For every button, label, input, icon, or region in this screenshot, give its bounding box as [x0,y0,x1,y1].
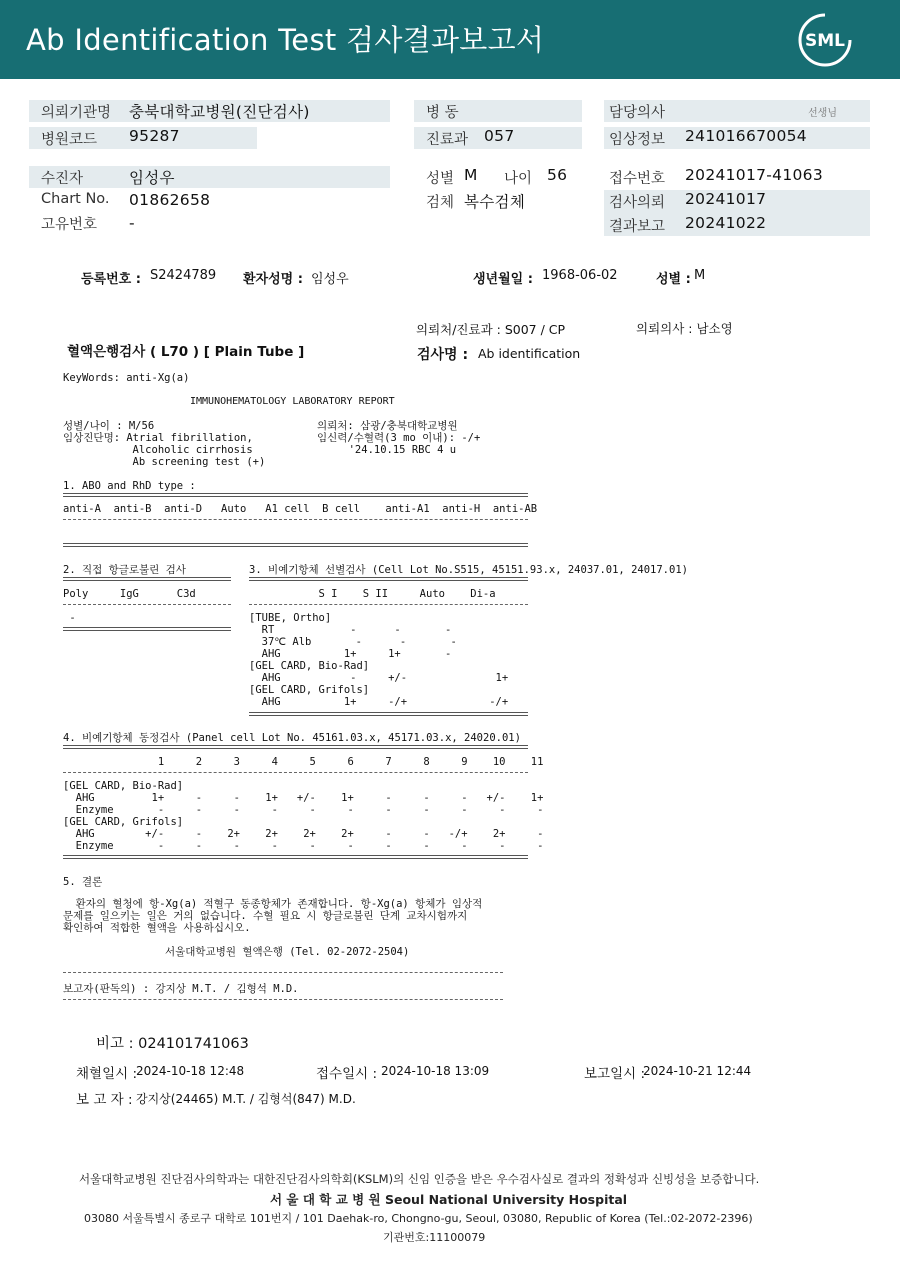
conclusion-title: 5. 결론 [63,876,103,888]
sml-logo-icon [796,12,854,68]
institution-value: 충북대학교병원(진단검사) [129,103,310,121]
dat-rule-bottom [63,627,231,631]
reporter-label: 보 고 자 : [76,1092,133,1108]
test-title: 혈액은행검사 ( L70 ) [ Plain Tube ] [67,344,305,360]
hospital-code-value: 95287 [129,127,180,145]
reporter-rule-top [63,972,503,973]
footer-hospital-name: 서 울 대 학 교 병 원 Seoul National University Hospital [270,1192,628,1207]
panel-rule-top [63,745,528,749]
dob-label: 생년월일 : [473,272,533,287]
unique-no-value: - [129,214,135,232]
sampling-time-label: 채혈일시 : [76,1066,138,1082]
doctor-label: 담당의사 [609,105,666,121]
remarks: 비고 : 024101741063 [96,1036,249,1052]
lab-report-header: IMMUNOHEMATOLOGY LABORATORY REPORT [190,396,395,407]
screening-columns: S I S II Auto Di-a [249,588,496,600]
reg-no-value: S2424789 [150,268,217,283]
report-time-label: 보고일시 : [584,1066,646,1082]
panel-results: [GEL CARD, Bio-Rad] AHG 1+ - - 1+ +/- 1+ - - - +/- 1+ Enzyme - - - - - - - - - - - [GEL CARD, Grifols] AHG +/- - 2+ 2+ 2+ 2+ - - -/+ 2+ - Enzyme - - - - - - - - - - - [63,780,544,852]
patient-name-label: 환자성명 : [243,272,303,287]
age-value: 56 [547,166,568,184]
footer-address: 03080 서울특별시 종로구 대학로 101번지 / 101 Daehak-ro, Chongno-gu, Seoul, 03080, Republic of Korea (Tel.:02-2072-2396) [84,1212,753,1225]
test-name-label: 검사명 : [417,347,469,363]
reporter-line: 보고자(판독의) : 강지상 M.T. / 김형석 M.D. [63,983,299,995]
institution-label: 의뢰기관명 [41,105,112,121]
request-date-label: 검사의뢰 [609,195,666,211]
dat-values: - [63,612,76,624]
dat-columns: Poly IgG C3d [63,588,196,600]
report-date-label: 결과보고 [609,219,666,235]
sampling-time-value: 2024-10-18 12:48 [136,1064,245,1078]
test-name-value: Ab identification [478,346,581,361]
referring-doctor: 의뢰의사 : 남소영 [636,321,733,336]
receipt-no-value: 20241017-41063 [685,166,823,184]
panel-title: 4. 비예기항체 동정검사 (Panel cell Lot No. 45161.03.x, 45171.03.x, 24020.01) [63,732,521,744]
abo-columns: anti-A anti-B anti-D Auto A1 cell B cell anti-A1 anti-H anti-AB [63,503,538,515]
receipt-time-value: 2024-10-18 13:09 [381,1064,490,1078]
footer-certification: 서울대학교병원 진단검사의학과는 대한진단검사의학회(KSLM)의 신임 인증을 받은 우수검사실로 결과의 정확성과 신빙성을 보증합니다. [79,1172,760,1186]
reporter-rule-bottom [63,999,503,1000]
sex-label: 성별 [426,171,455,187]
abo-rule-mid [63,519,528,520]
keywords: KeyWords: anti-Xg(a) [63,372,190,384]
patient-value: 임성우 [129,169,175,187]
conclusion-text: 환자의 혈청에 항-Xg(a) 적혈구 동종항체가 존재합니다. 항-Xg(a) 항체가 임상적 문제를 일으키는 일은 거의 없습니다. 수혈 필요 시 항글로불린 단계 교차시험까지 확인하여 적합한 혈액을 사용하십시오. [63,898,483,934]
abo-rule-bottom [63,543,528,547]
patient-label: 수진자 [41,171,84,187]
dat-rule-mid [63,604,231,605]
patient-name-value: 임성우 [311,272,349,287]
logo-text: SML [805,31,845,51]
footer-institution-no: 기관번호:11100079 [383,1231,486,1244]
abo-title: 1. ABO and RhD type : [63,480,196,492]
report-title: Ab Identification Test 검사결과보고서 [26,23,545,57]
chart-no-label: Chart No. [41,191,110,207]
doctor-suffix: 선생님 [808,108,837,119]
reporter-value: 강지상(24465) M.T. / 김형석(847) M.D. [136,1092,356,1106]
screening-title: 3. 비예기항체 선별검사 (Cell Lot No.S515, 45151.93.x, 24037.01, 24017.01) [249,564,688,576]
unique-no-label: 고유번호 [41,217,98,233]
screening-rule-bottom [249,712,528,716]
panel-rule-mid [63,772,528,773]
header-bar [0,0,900,79]
specimen-label: 검체 [426,195,455,211]
blood-bank-contact: 서울대학교병원 혈액은행 (Tel. 02-2072-2504) [165,946,410,958]
clinical-info-label: 임상정보 [609,132,666,148]
report-time-value: 2024-10-21 12:44 [643,1064,752,1078]
dat-title: 2. 직접 항글로불린 검사 [63,564,186,576]
receipt-no-label: 접수번호 [609,171,666,187]
scan-sex-value: M [694,268,706,283]
abo-rule-top [63,493,528,497]
demographics-left: 성별/나이 : M/56 임상진단명: Atrial fibrillation, Alcoholic cirrhosis Ab screening test (+) [63,420,266,468]
clinical-info-value: 241016670054 [685,127,807,145]
screening-rule-mid [249,604,528,605]
department-label: 진료과 [426,132,469,148]
panel-columns: 1 2 3 4 5 6 7 8 9 10 11 [63,756,544,768]
panel-rule-bottom [63,855,528,859]
receipt-time-label: 접수일시 : [316,1066,378,1082]
scan-sex-label: 성별 : [656,272,691,287]
hospital-code-label: 병원코드 [41,132,98,148]
demographics-right: 의뢰처: 삼광/충북대학교병원 임신력/수혈력(3 mo 이내): -/+ '24.10.15 RBC 4 u [317,420,481,456]
report-date-value: 20241022 [685,214,767,232]
referral-info: 의뢰처/진료과 : S007 / CP [416,322,566,337]
sex-value: M [464,166,478,184]
department-value: 057 [484,127,515,145]
ward-label: 병 동 [426,105,459,121]
dob-value: 1968-06-02 [542,268,618,283]
reg-no-label: 등록번호 : [81,272,141,287]
request-date-value: 20241017 [685,190,767,208]
screening-results: [TUBE, Ortho] RT - - - 37℃ Alb - - - AHG 1+ 1+ - [GEL CARD, Bio-Rad] AHG - +/- 1+ [GEL CARD, Grifols] AHG 1+ -/+ -/+ [249,612,509,708]
screening-rule-top [249,577,528,581]
chart-no-value: 01862658 [129,191,211,209]
age-label: 나이 [504,171,533,187]
dat-rule-top [63,577,231,581]
specimen-value: 복수검체 [464,193,526,211]
